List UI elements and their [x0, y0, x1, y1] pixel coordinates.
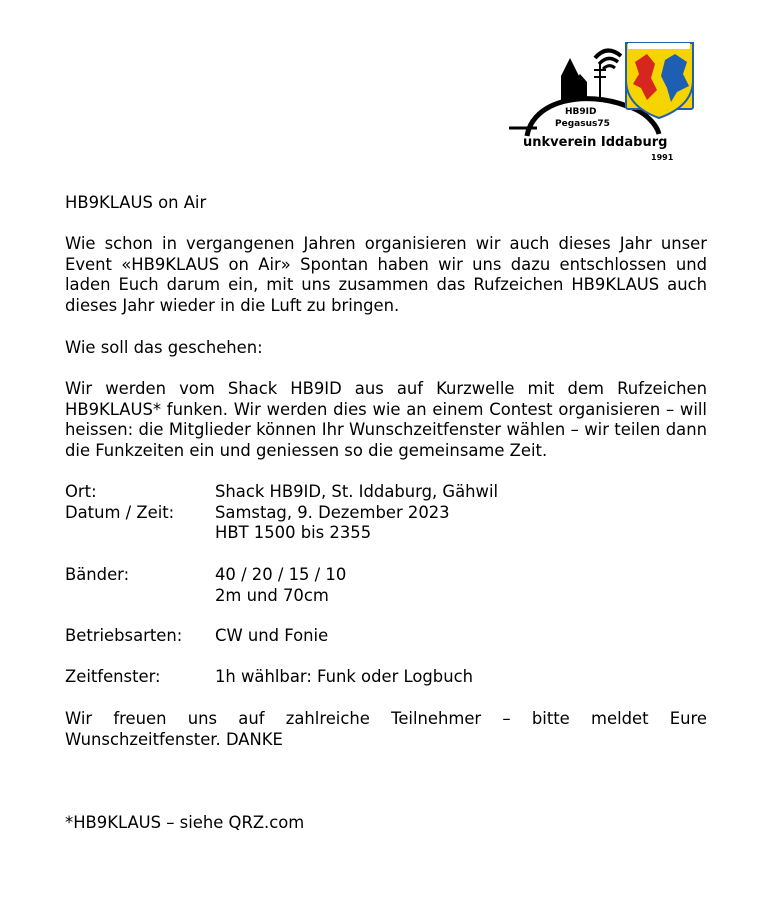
detail-value: Samstag, 9. Dezember 2023	[215, 502, 450, 522]
details-betrieb	[65, 626, 707, 647]
page-title: HB9KLAUS on Air	[65, 193, 207, 212]
details-zeitfenster	[65, 667, 707, 688]
detail-value: Shack HB9ID, St. Iddaburg, Gähwil	[215, 482, 499, 501]
club-logo	[507, 40, 697, 165]
question-line: Wie soll das geschehen:	[65, 338, 263, 357]
detail-row-baender	[65, 565, 707, 586]
detail-row-zeit	[65, 523, 707, 544]
detail-value: CW und Fonie	[215, 626, 329, 645]
detail-label: Ort:	[65, 482, 97, 501]
detail-value: 1h wählbar: Funk oder Logbuch	[215, 667, 473, 686]
intro-paragraph: Wie schon in vergangenen Jahren organisieren wir auch dieses Jahr unser Event «HB9KLAUS on Air» Spontan haben wir uns dazu entschlossen und laden Euch darum ein, mit uns zusammen das Rufzeichen HB9KLAUS auch dieses Jahr wieder in die Luft zu bringen.	[65, 234, 707, 315]
logo-club-name: unkverein Iddaburg	[523, 135, 668, 150]
detail-label: Datum / Zeit:	[65, 502, 175, 522]
logo-network: Pegasus75	[555, 119, 610, 129]
detail-label: Zeitfenster:	[65, 667, 161, 686]
detail-row-ort	[65, 482, 707, 503]
logo-callsign: HB9ID	[565, 107, 597, 117]
detail-label: Bänder:	[65, 565, 130, 584]
coat-of-arms	[626, 43, 693, 118]
detail-row-zeitfenster	[65, 667, 707, 688]
detail-value: 2m und 70cm	[215, 585, 329, 605]
footnote: *HB9KLAUS – siehe QRZ.com	[65, 813, 305, 832]
plan-paragraph: Wir werden vom Shack HB9ID aus auf Kurzwelle mit dem Rufzeichen HB9KLAUS* funken. Wir werden dies wie an einem Contest organisieren – will heissen: die Mitglieder können Ihr Wunschzeitfenster wählen – wir teilen dann die Funkzeiten ein und geniessen so die gemeinsame Zeit.	[65, 379, 707, 460]
detail-value: HBT 1500 bis 2355	[215, 523, 372, 543]
details-baender	[65, 565, 707, 606]
logo-year: 1991	[651, 153, 674, 162]
detail-value: 40 / 20 / 15 / 10	[215, 565, 347, 584]
details-table	[65, 482, 707, 544]
detail-label: Betriebsarten:	[65, 626, 183, 645]
closing-paragraph: Wir freuen uns auf zahlreiche Teilnehmer – bitte meldet Eure Wunschzeitfenster. DANKE	[65, 709, 707, 749]
detail-row-betriebsarten	[65, 626, 707, 647]
detail-row-datum	[65, 503, 707, 524]
